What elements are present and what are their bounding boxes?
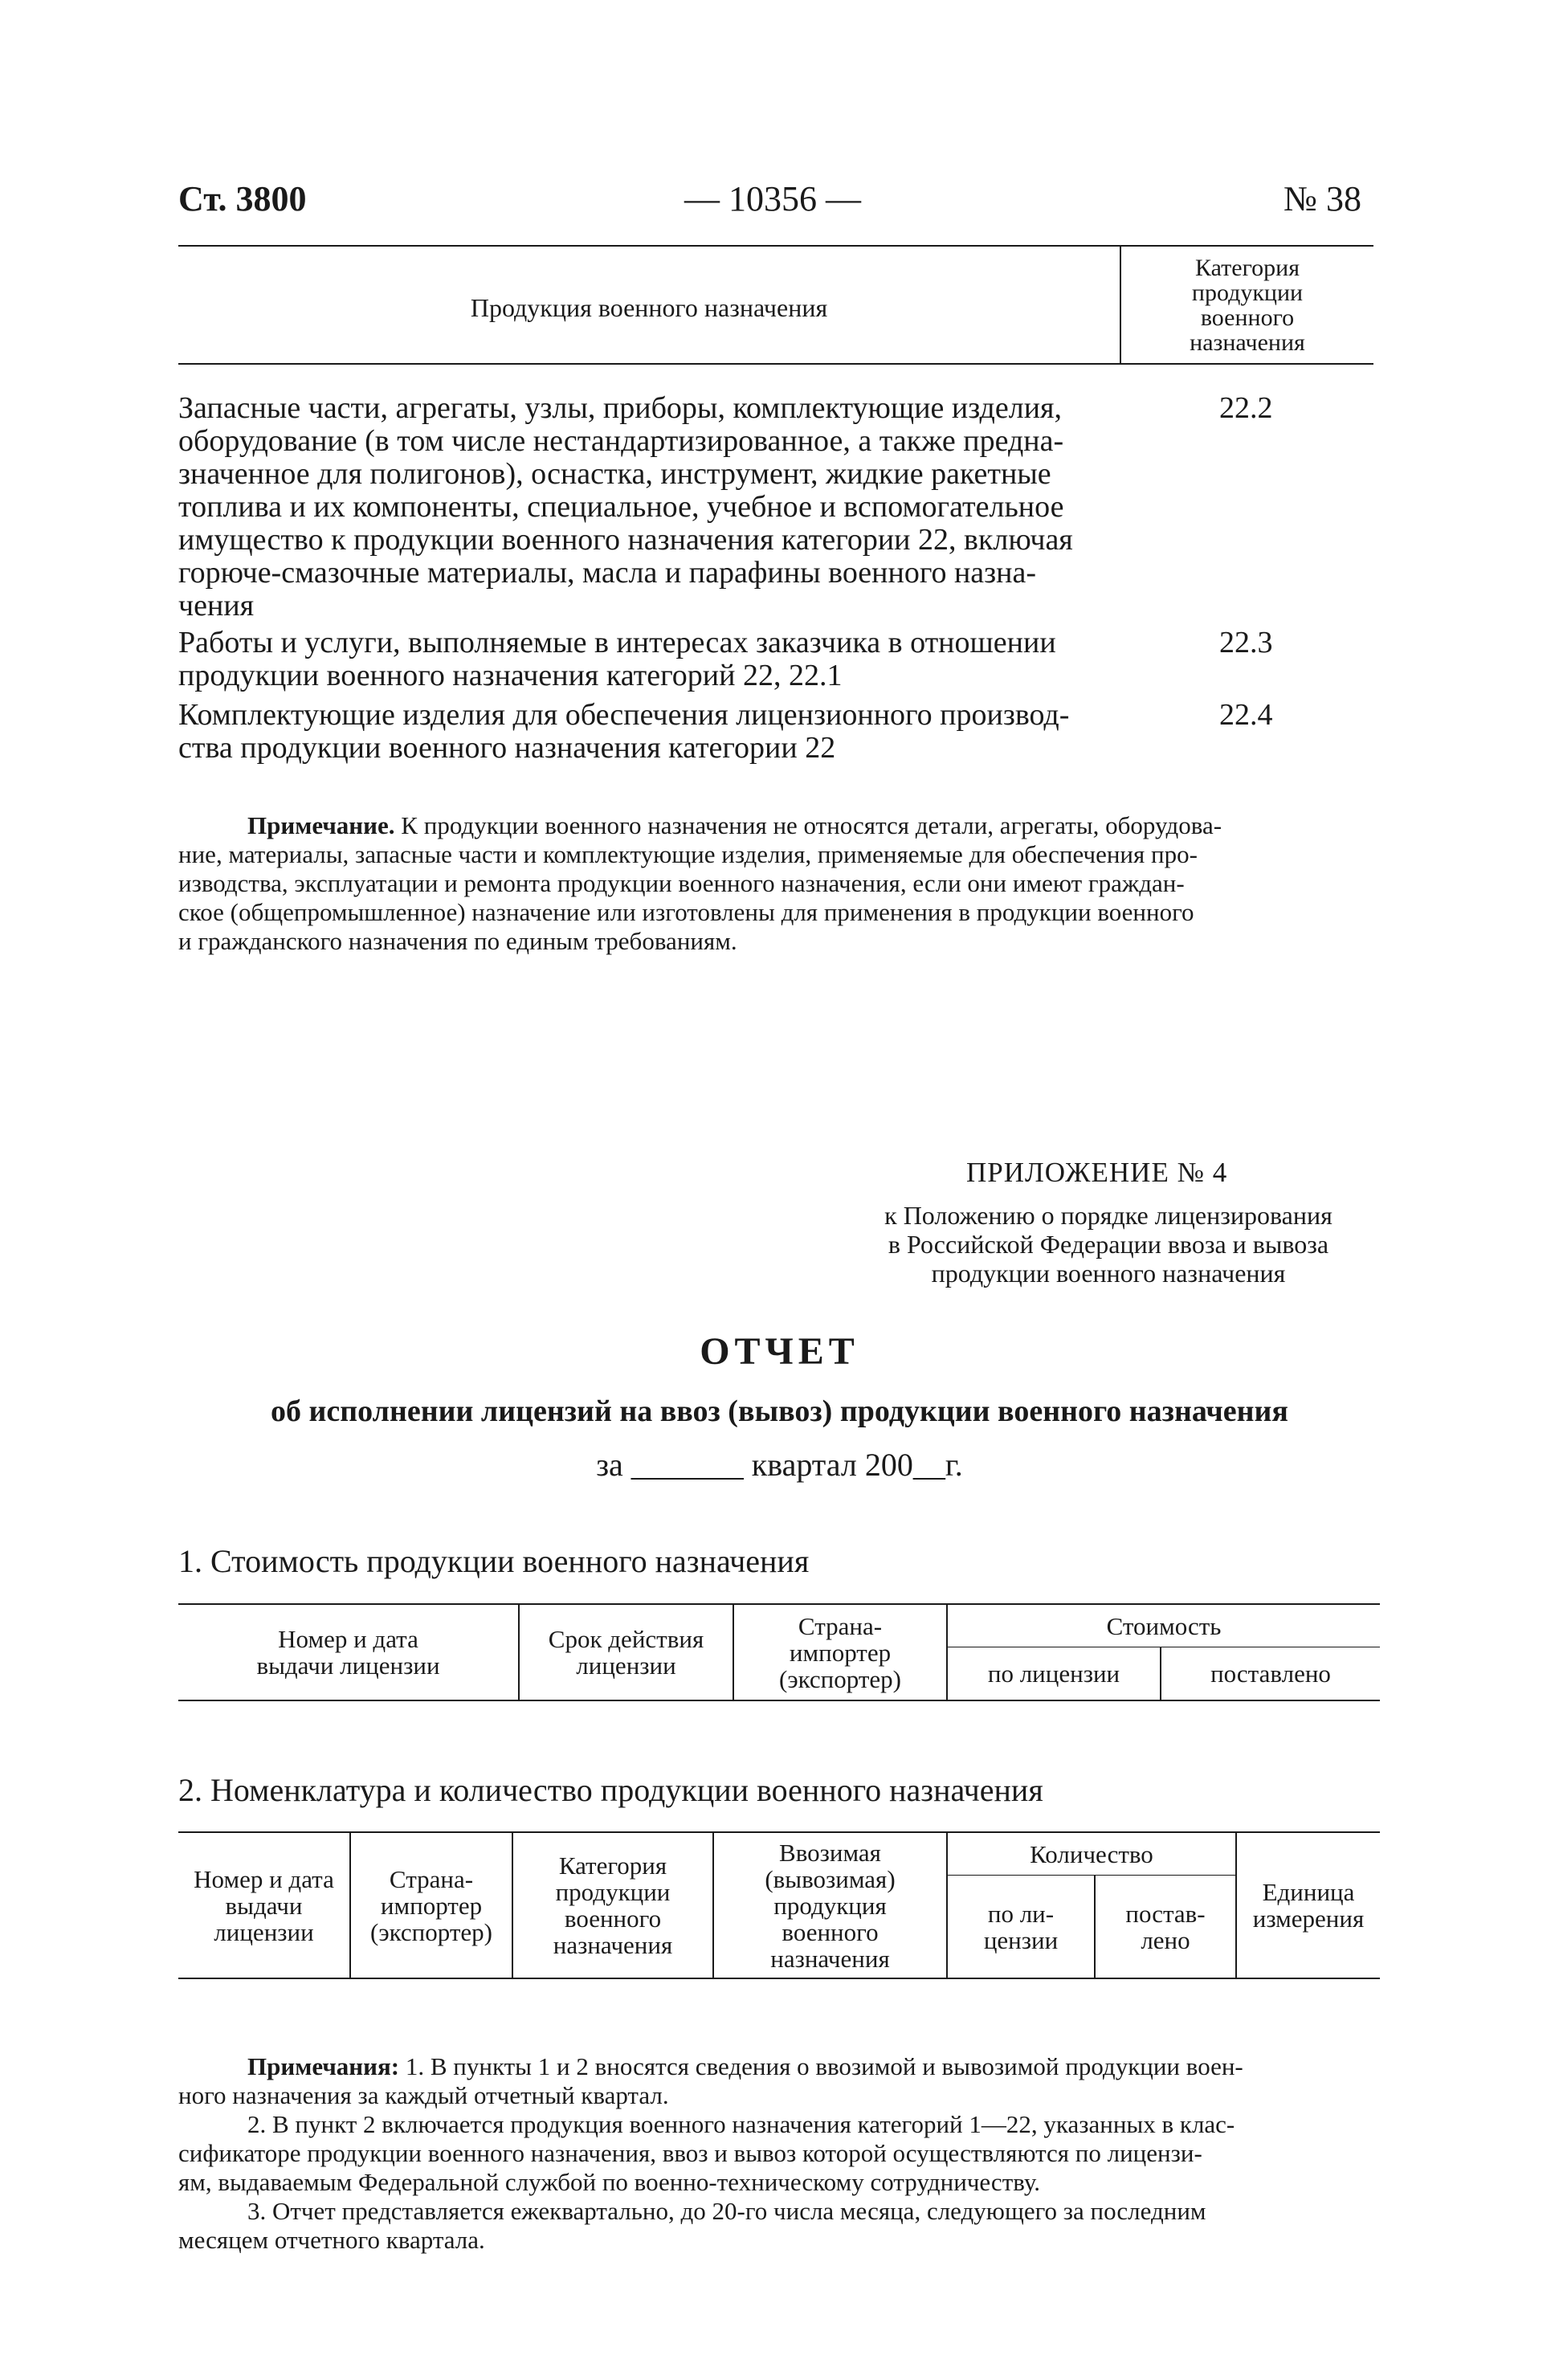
col-product-header: Продукция военного назначения (470, 293, 828, 322)
s2-col-product: Ввозимая (вывозимая) продукция военного назначения (765, 1838, 896, 1973)
table-header-rule (178, 363, 1373, 365)
s1-bottom-rule (178, 1700, 1380, 1701)
report-period: за _______ квартал 200__г. (596, 1447, 963, 1483)
s1-col-cost: Стоимость (1106, 1611, 1222, 1640)
report-title: ОТЧЕТ (700, 1330, 859, 1373)
table-row: Работы и услуги, выполняемые в интересах заказчика в отношении продукции военного назначения категорий 22, 22.1 (178, 626, 1056, 692)
article-number: Ст. 3800 (178, 179, 307, 218)
table-top-rule (178, 245, 1373, 247)
s2-col-category: Категория продукции военного назначения (553, 1851, 673, 1959)
section2-heading: 2. Номенклатура и количество продукции военного назначения (178, 1772, 1043, 1808)
s1-col-term: Срок действия лицензии (548, 1625, 704, 1680)
row-category: 22.4 (1219, 698, 1273, 732)
appendix-title: ПРИЛОЖЕНИЕ № 4 (966, 1157, 1228, 1188)
table-row: Комплектующие изделия для обеспечения лицензионного производ- ства продукции военного назначения категории 22 (178, 698, 1070, 765)
table-row: Запасные части, агрегаты, узлы, приборы, комплектующие изделия, оборудование (в том числе нестандартизированное, а также предна- значенное для полигонов), оснастка, инструмент, жидкие ракетные топлива и их компоненты, специальное, учебное и вспомогательное имущество к продукции военного назначения категории 22, включая горюче-смазочные материалы, масла и парафины военного назна- чения (178, 391, 1073, 623)
note-paragraph: Примечание. К продукции военного назначения не относятся детали, агрегаты, оборудова- ние, материалы, запасные части и комплектующие изделия, применяемые для обеспечения про- изводства, эксплуатации и ремонта продукции военного назначения, если они имеют граждан- ское (общепромышленное) назначение или изготовлены для применения в продукции военного и гражданского назначения по единым требованиям. (178, 811, 1222, 955)
issue-number: № 38 (1284, 179, 1361, 218)
s1-col-country: Страна- импортер (экспортер) (779, 1611, 901, 1693)
note-label: Примечание. (247, 811, 395, 839)
notes-label: Примечания: (247, 2052, 400, 2080)
s2-col-unit: Единица измерения (1252, 1878, 1365, 1933)
report-subtitle: об исполнении лицензий на ввоз (вывоз) продукции военного назначения (271, 1394, 1288, 1428)
s2-col-license: Номер и дата выдачи лицензии (194, 1864, 334, 1946)
s2-col-quantity: Количество (1030, 1839, 1153, 1868)
appendix-reference: к Положению о порядке лицензирования в Российской Федерации ввоза и вывоза продукции военного назначения (884, 1201, 1332, 1288)
s1-col-by-license: по лицензии (987, 1659, 1120, 1688)
s2-col-country: Страна- импортер (экспортер) (370, 1864, 492, 1946)
row-category: 22.2 (1219, 391, 1273, 425)
notes-paragraph: Примечания: 1. В пункты 1 и 2 вносятся сведения о ввозимой и вывозимой продукции воен- ного назначения за каждый отчетный квартал. 2. В пункт 2 включается продукция военного назначения категорий 1—22, указанных в клас- сификаторе продукции военного назначения, ввоз и вывоз которой осуществляются по лицензи- ям, выдаваемым Федеральной службой по военно-техническому сотрудничеству. 3. Отчет представляется ежеквартально, до 20-го числа месяца, следующего за последним месяцем отчетного квартала. (178, 2052, 1243, 2254)
page-number: — 10356 — (684, 179, 861, 218)
s2-bottom-rule (178, 1978, 1380, 1979)
row-category: 22.3 (1219, 626, 1273, 659)
s1-col-delivered: поставлено (1210, 1659, 1331, 1688)
s2-col-delivered: постав- лено (1125, 1899, 1206, 1954)
section1-heading: 1. Стоимость продукции военного назначения (178, 1543, 810, 1579)
s2-col-by-license: по ли- цензии (983, 1899, 1059, 1954)
s1-col-license: Номер и дата выдачи лицензии (256, 1625, 440, 1680)
col-category-header: Категория продукции военного назначения (1190, 255, 1305, 356)
